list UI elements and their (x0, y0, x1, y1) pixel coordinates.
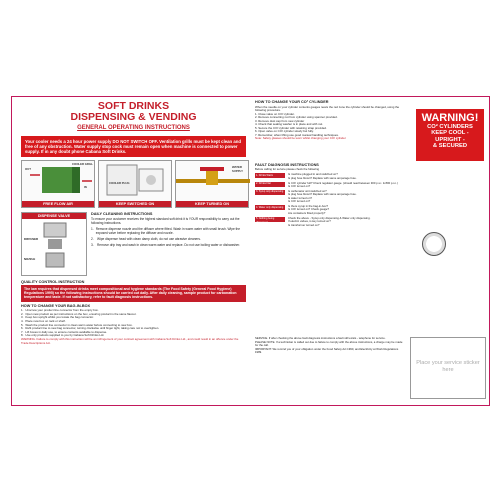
daily-intro: To ensure your customer receives the highest standard soft drink it is YOUR responsibility to carry out the following instructions. (91, 217, 240, 226)
daily-step-text: Remove dispense nozzle and the diffuser where fitted. Wash in warm water with small brush. Wipe the exposed valve before replacing the diffuser and nozzle. (95, 227, 241, 236)
subtitle: GENERAL OPERATING INSTRUCTIONS (77, 125, 190, 131)
quality-box: The law requires that dispensed drinks meet compositional and hygiene standards (The Food Safety (General Food Hygiene) Regulations 1995) so the following instructions should be carried out daily. After daily cleaning, sample product for carbonation temperature and taste. If not satisfactory, refer to fault diagnosis instructions. (21, 285, 246, 302)
diffuser-label: DIFFUSER (24, 237, 38, 241)
bagin-warning: WARNING. Failure to comply with this instruction will be an infringement of your contract agreement with Cabana Soft Drinks Ltd., and could result in an offence under the Trade Descriptions Act. (21, 336, 239, 345)
warning-line: KEEP COOL - (431, 130, 469, 137)
service-sticker-area: Place your service sticker here (410, 337, 486, 399)
fault-item: Is there syrup in the bag-in-box? (288, 204, 329, 209)
bagin-step-text: Unscrew your product line connector from the empty box. (25, 308, 99, 313)
co2-step-text: Check that sealing washer is in place and with nut. (258, 122, 323, 126)
warning-box (416, 109, 484, 161)
fault-group-label: 2. Drinks Flat (255, 182, 285, 187)
fault-group (255, 173, 485, 180)
bagin-step-text: Wash the product line connector in clean warm water before connecting to new box. (25, 322, 133, 327)
caption-keep-switched-on: KEEP SWITCHED ON (99, 201, 171, 207)
co2-note: Note: Safety glasses should be worn whilst changing your CO² cylinder (255, 136, 346, 140)
title-line-2: DISPENSING & VENDING (70, 111, 197, 123)
co2-intro: When the needle on your cylinder contents gauges nears the red zone the cylinder should be changed, using the following procedure. (255, 104, 400, 112)
daily-heading: DAILY CLEANING INSTRUCTIONS (91, 212, 153, 216)
bagin-step: 8. Use only products supplied to you by Cabana Soft Drinks Ltd. (21, 333, 105, 338)
caption-free-flow-air: FREE FLOW AIR (22, 201, 94, 207)
cooler-plug-label: COOLER PLUG (109, 181, 130, 185)
fault-group (255, 182, 485, 189)
pictures-row (21, 160, 246, 208)
bagin-step-text: Open new product as per instructions on the box, ensuring product is the same flavour. (25, 311, 137, 316)
fault-item: Is CO² cylinder full? Check regulator gauge. (should read between 300 p.s.i. & 800 p.s.i.) (288, 180, 398, 185)
fault-intro: Before calling for service please check the following (255, 167, 320, 172)
bagin-step-text: Place new box on rack or shelf. (25, 318, 66, 323)
service-section (255, 337, 405, 355)
fault-item: Is plug fuse blown? Replace with same amperage fuse. (288, 175, 357, 180)
co2-step: 6. Open valve on CO² cylinder slowly but fully. (255, 129, 314, 133)
fault-item: Is CO² turned on? Check gauge? (288, 207, 330, 212)
fault-heading: FAULT DIAGNOSIS INSTRUCTIONS (255, 163, 319, 167)
caption-keep-turned-on: KEEP TURNED ON (176, 201, 248, 207)
intro-box: Your cooler needs a 24 hour power supply DO NOT SWITCH OFF. Ventilation grills must be kept clean and free of any obstruction. Water supply stop cock must remain open when machine is connected to power supply. If in any doubt phone Cabana Soft Drinks. (21, 136, 246, 157)
fault-diagnosis (255, 164, 485, 227)
fault-group-label: 3. Syrup only dispensing (256, 190, 284, 194)
bagin-step: 3. Keep box upright whilst you locate the bag connector. (21, 315, 94, 320)
bagin-step-text: Use only products supplied to you by Cabana Soft Drinks Ltd. (25, 333, 105, 338)
fault-group (255, 190, 485, 204)
fault-item: Is carbonator unit switched on? (288, 188, 327, 193)
service-text: SERVICE. If after checking the above fault diagnosis instructions a fault still exists - telephone for service. (255, 336, 386, 340)
quality-heading: QUALITY CONTROL INSTRUCTION (21, 280, 85, 284)
co2-step: 5. Secure the CO² cylinder with retaining strap provided. (255, 125, 327, 130)
dispense-valve-illustration (22, 219, 86, 275)
bagin-step-text: Keep box upright whilst you locate the bag connector. (25, 315, 94, 320)
bagin-step-text: Refit product line to new bag connector, turning clockwise until finger tight, taking care not to overtighten. (25, 326, 160, 331)
daily-step: 1. Remove dispense nozzle and the diffuser where fitted. Wash in warm water with small brush. Wipe the exposed valve before replacing the diffuser and nozzle. (91, 227, 246, 235)
co2-step-text: Open valve on CO² cylinder slowly but fully. (258, 129, 314, 133)
service-important: IMPORTANT: We remind you of your obligation under the Food Safety Act 1990, and Electricity at Work Regulations 1989. (255, 346, 399, 354)
co2-step: 4. Check that sealing washer is in place and with nut. (255, 122, 323, 126)
valve-and-cleaning (21, 212, 246, 276)
bagin-step: 4. Place new box on rack or shelf. (21, 318, 66, 323)
left-column (21, 101, 246, 345)
daily-step-text: Wipe dispense head with clean damp cloth, do not use abrasive cleaners. (97, 237, 201, 242)
instruction-sheet (11, 96, 490, 406)
picture-keep-turned-on (175, 160, 249, 208)
co2-step-text: Close valve on CO² cylinder. (258, 111, 295, 116)
warning-line: CO² CYLINDERS (427, 124, 473, 130)
co2-step-text: Remove connecting nut from cylinder using spanner provided. (258, 115, 338, 119)
service-please-note: PLEASE NOTE. If a technician is called out due to failure to comply with the above instructions, a charge may be made for the call. (255, 339, 403, 347)
quality-control (21, 280, 246, 302)
fault-item: Is CO² turned on? (288, 199, 311, 204)
warning-line: & SECURED (432, 143, 468, 150)
co2-step: 2. Remove connecting nut from cylinder using spanner provided. (255, 115, 338, 119)
co2-step-text: Remember, when lifting use good manual handling techniques. (258, 132, 339, 137)
fault-item: Are containers fitted properly? (288, 210, 326, 215)
bagin-step: 5. Wash the product line connector in clean warm water before connecting to new box. (21, 322, 133, 327)
fault-item: Is CO² turned on? (288, 184, 311, 189)
co2-heading: HOW TO CHANGE YOUR CO² CYLINDER (255, 100, 329, 104)
title-line-1: SOFT DRINKS (97, 100, 170, 112)
daily-step-text: Remove drip tray and wash in clean warm water and replace. Do not use boiling water or dishwasher. (97, 242, 240, 247)
out-label: OUT (25, 167, 31, 171)
dispense-valve-caption: DISPENSE VALVE (22, 213, 86, 219)
fault-group-label: 4. Water only dispensing (256, 205, 284, 209)
fault-group-label: 1. Drinks Warm (255, 173, 285, 178)
nozzle-label: NOZZLE (24, 257, 36, 261)
fault-group (255, 217, 485, 227)
daily-step: 2. Wipe dispense head with clean damp cloth, do not use abrasive cleaners. (91, 237, 201, 242)
dispense-valve-box (21, 212, 87, 276)
daily-step: 3. Remove drip tray and wash in clean warm water and replace. Do not use boiling water or dishwasher. (91, 242, 240, 247)
fault-item: Is machine plugged in and switched on? (288, 172, 338, 177)
co2-step-text: Remove dust cap from new cylinder (258, 118, 305, 123)
fault-item: Is plug fuse blown? Replace with same amperage fuse. (288, 192, 357, 197)
fault-item: Is transformer turned on? (288, 222, 320, 227)
bagin-step: 2. Open new product as per instructions on the box, ensuring product is the same flavour. (21, 311, 137, 316)
picture-keep-switched-on (98, 160, 172, 208)
gauge-icon (422, 232, 446, 256)
cooler-grill-label: COOLER GRILL (72, 162, 94, 166)
co2-step-text: Secure the CO² cylinder with retaining strap provided. (258, 125, 327, 130)
fault-item: If electric valves, is key turned on? (288, 219, 331, 224)
bagin-step: 1. Unscrew your product line connector from the empty box. (21, 308, 99, 313)
bag-in-box (21, 305, 246, 346)
fault-group (255, 205, 485, 215)
co2-step: 7. Remember, when lifting use good manual handling techniques. (255, 132, 339, 137)
co2-step: 1. Close valve on CO² cylinder. (255, 111, 295, 116)
warning-line: UPRIGHT - (435, 136, 465, 143)
co2-section (255, 101, 411, 141)
fault-group-label: 5. Nothing being dispensed (255, 217, 285, 222)
cooler-grill-illustration (22, 161, 96, 201)
fault-item: Check the above - Syrup only dispensing & Water only dispensing. (288, 215, 371, 220)
bagin-step-text: Lift boxes in daily use, to ensure contents available to dispense. (25, 329, 108, 334)
water-supply-label: WATER SUPPLY (232, 165, 243, 173)
in-label: IN (84, 185, 87, 189)
bagin-step: 7. Lift boxes in daily use, to ensure contents available to dispense. (21, 329, 108, 334)
fault-item: Is water turned on? (288, 195, 312, 200)
picture-free-flow-air (21, 160, 95, 208)
bagin-heading: HOW TO CHANGE YOUR BAG-IN-BOX (21, 303, 91, 308)
bagin-step: 6. Refit product line to new bag connector, turning clockwise until finger tight, taking care not to overtighten. (21, 326, 160, 331)
daily-cleaning (91, 212, 246, 276)
warning-title: WARNING! (421, 112, 479, 124)
co2-step: 3. Remove dust cap from new cylinder (255, 118, 305, 123)
